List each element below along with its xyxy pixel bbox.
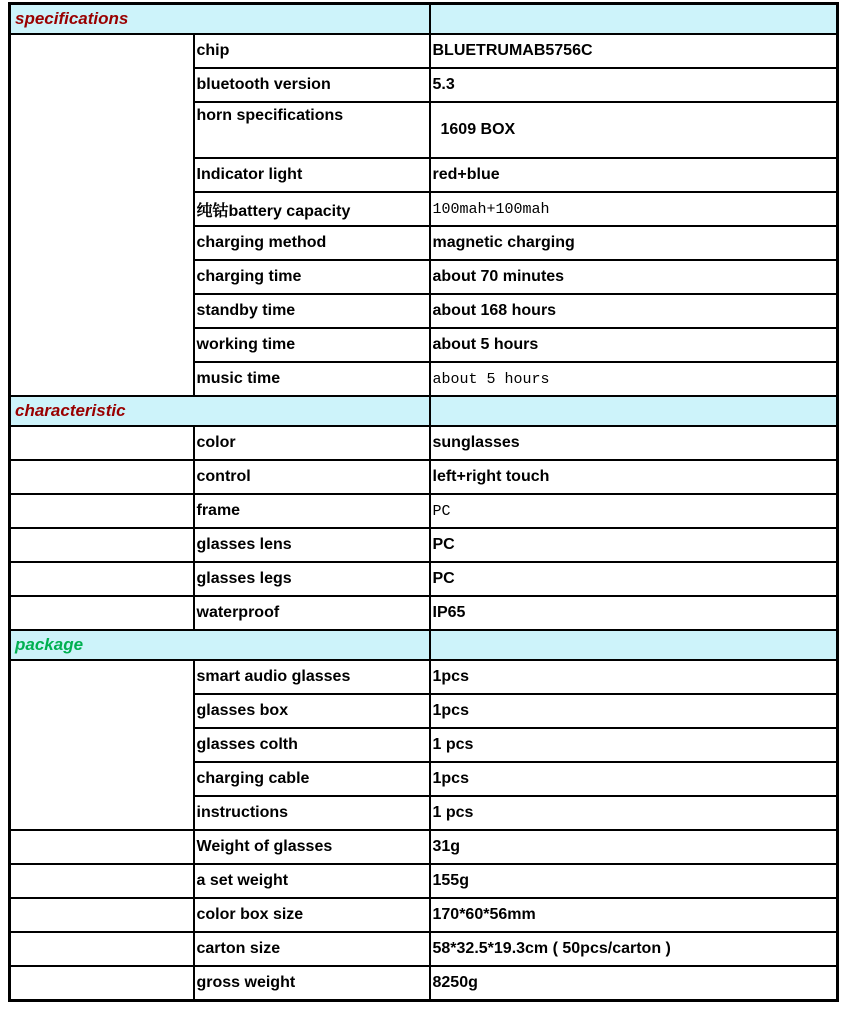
table-row-waterproof [10, 596, 838, 630]
label-cell: charging method [194, 226, 430, 260]
label-cell: working time [194, 328, 430, 362]
table-row-a-set-weight [10, 864, 838, 898]
section-header-characteristic [10, 396, 838, 426]
table-row-color-box-size [10, 898, 838, 932]
label-cell: Weight of glasses [194, 830, 430, 864]
value-cell: 155g [430, 864, 838, 898]
leader-cell [10, 460, 194, 494]
label-cell: color box size [194, 898, 430, 932]
value-cell: 1 pcs [430, 796, 838, 830]
label-cell: bluetooth version [194, 68, 430, 102]
leader-cell [10, 932, 194, 966]
label-cell: control [194, 460, 430, 494]
label-cell: 纯钴battery capacity [194, 192, 430, 226]
section-title-cell: package [10, 630, 430, 660]
leader-cell [10, 830, 194, 864]
value-cell: red+blue [430, 158, 838, 192]
table-row-control [10, 460, 838, 494]
table-row-chip [10, 34, 838, 68]
value-cell: 58*32.5*19.3cm ( 50pcs/carton ) [430, 932, 838, 966]
value-cell: PC [430, 494, 838, 528]
section-title-cell: specifications [10, 4, 430, 35]
label-cell: smart audio glasses [194, 660, 430, 694]
label-cell: charging time [194, 260, 430, 294]
value-cell: about 5 hours [430, 328, 838, 362]
value-cell: IP65 [430, 596, 838, 630]
value-cell: 1pcs [430, 660, 838, 694]
value-cell: 31g [430, 830, 838, 864]
leader-cell [10, 562, 194, 596]
leader-cell [10, 596, 194, 630]
value-cell: about 168 hours [430, 294, 838, 328]
value-cell: 1609 BOX [430, 102, 838, 158]
label-cell: Indicator light [194, 158, 430, 192]
label-cell: glasses colth [194, 728, 430, 762]
value-cell: left+right touch [430, 460, 838, 494]
table-row-color [10, 426, 838, 460]
value-cell: 1 pcs [430, 728, 838, 762]
label-cell: glasses lens [194, 528, 430, 562]
product-spec-table [8, 2, 839, 1002]
value-cell: about 70 minutes [430, 260, 838, 294]
label-cell: charging cable [194, 762, 430, 796]
leader-cell [10, 426, 194, 460]
section-header-empty-cell [430, 4, 838, 35]
value-cell: PC [430, 562, 838, 596]
value-cell: PC [430, 528, 838, 562]
label-cell: gross weight [194, 966, 430, 1001]
label-cell: chip [194, 34, 430, 68]
value-cell: 170*60*56mm [430, 898, 838, 932]
label-cell: a set weight [194, 864, 430, 898]
section-title-cell: characteristic [10, 396, 430, 426]
value-cell: about 5 hours [430, 362, 838, 396]
value-cell: 1pcs [430, 762, 838, 796]
value-cell: magnetic charging [430, 226, 838, 260]
value-cell: sunglasses [430, 426, 838, 460]
merged-leader-cell [10, 34, 194, 396]
label-cell: standby time [194, 294, 430, 328]
leader-cell [10, 898, 194, 932]
section-header-package [10, 630, 838, 660]
value-cell: 100mah+100mah [430, 192, 838, 226]
label-cell: instructions [194, 796, 430, 830]
section-header-specifications [10, 4, 838, 35]
label-cell: horn specifications [194, 102, 430, 158]
table-row-glasses-legs [10, 562, 838, 596]
table-row-gross-weight [10, 966, 838, 1001]
table-row-glasses-lens [10, 528, 838, 562]
label-cell: color [194, 426, 430, 460]
label-cell: glasses box [194, 694, 430, 728]
leader-cell [10, 494, 194, 528]
section-header-empty-cell [430, 396, 838, 426]
label-cell: waterproof [194, 596, 430, 630]
merged-leader-cell [10, 660, 194, 830]
value-cell: 8250g [430, 966, 838, 1001]
value-cell: BLUETRUMAB5756C [430, 34, 838, 68]
table-row-carton-size [10, 932, 838, 966]
section-header-empty-cell [430, 630, 838, 660]
value-cell: 1pcs [430, 694, 838, 728]
value-cell: 5.3 [430, 68, 838, 102]
leader-cell [10, 966, 194, 1001]
leader-cell [10, 864, 194, 898]
leader-cell [10, 528, 194, 562]
table-row-weight-of-glasses [10, 830, 838, 864]
label-cell: frame [194, 494, 430, 528]
label-cell: carton size [194, 932, 430, 966]
table-row-smart-audio-glasses [10, 660, 838, 694]
table-row-frame [10, 494, 838, 528]
label-cell: glasses legs [194, 562, 430, 596]
label-cell: music time [194, 362, 430, 396]
